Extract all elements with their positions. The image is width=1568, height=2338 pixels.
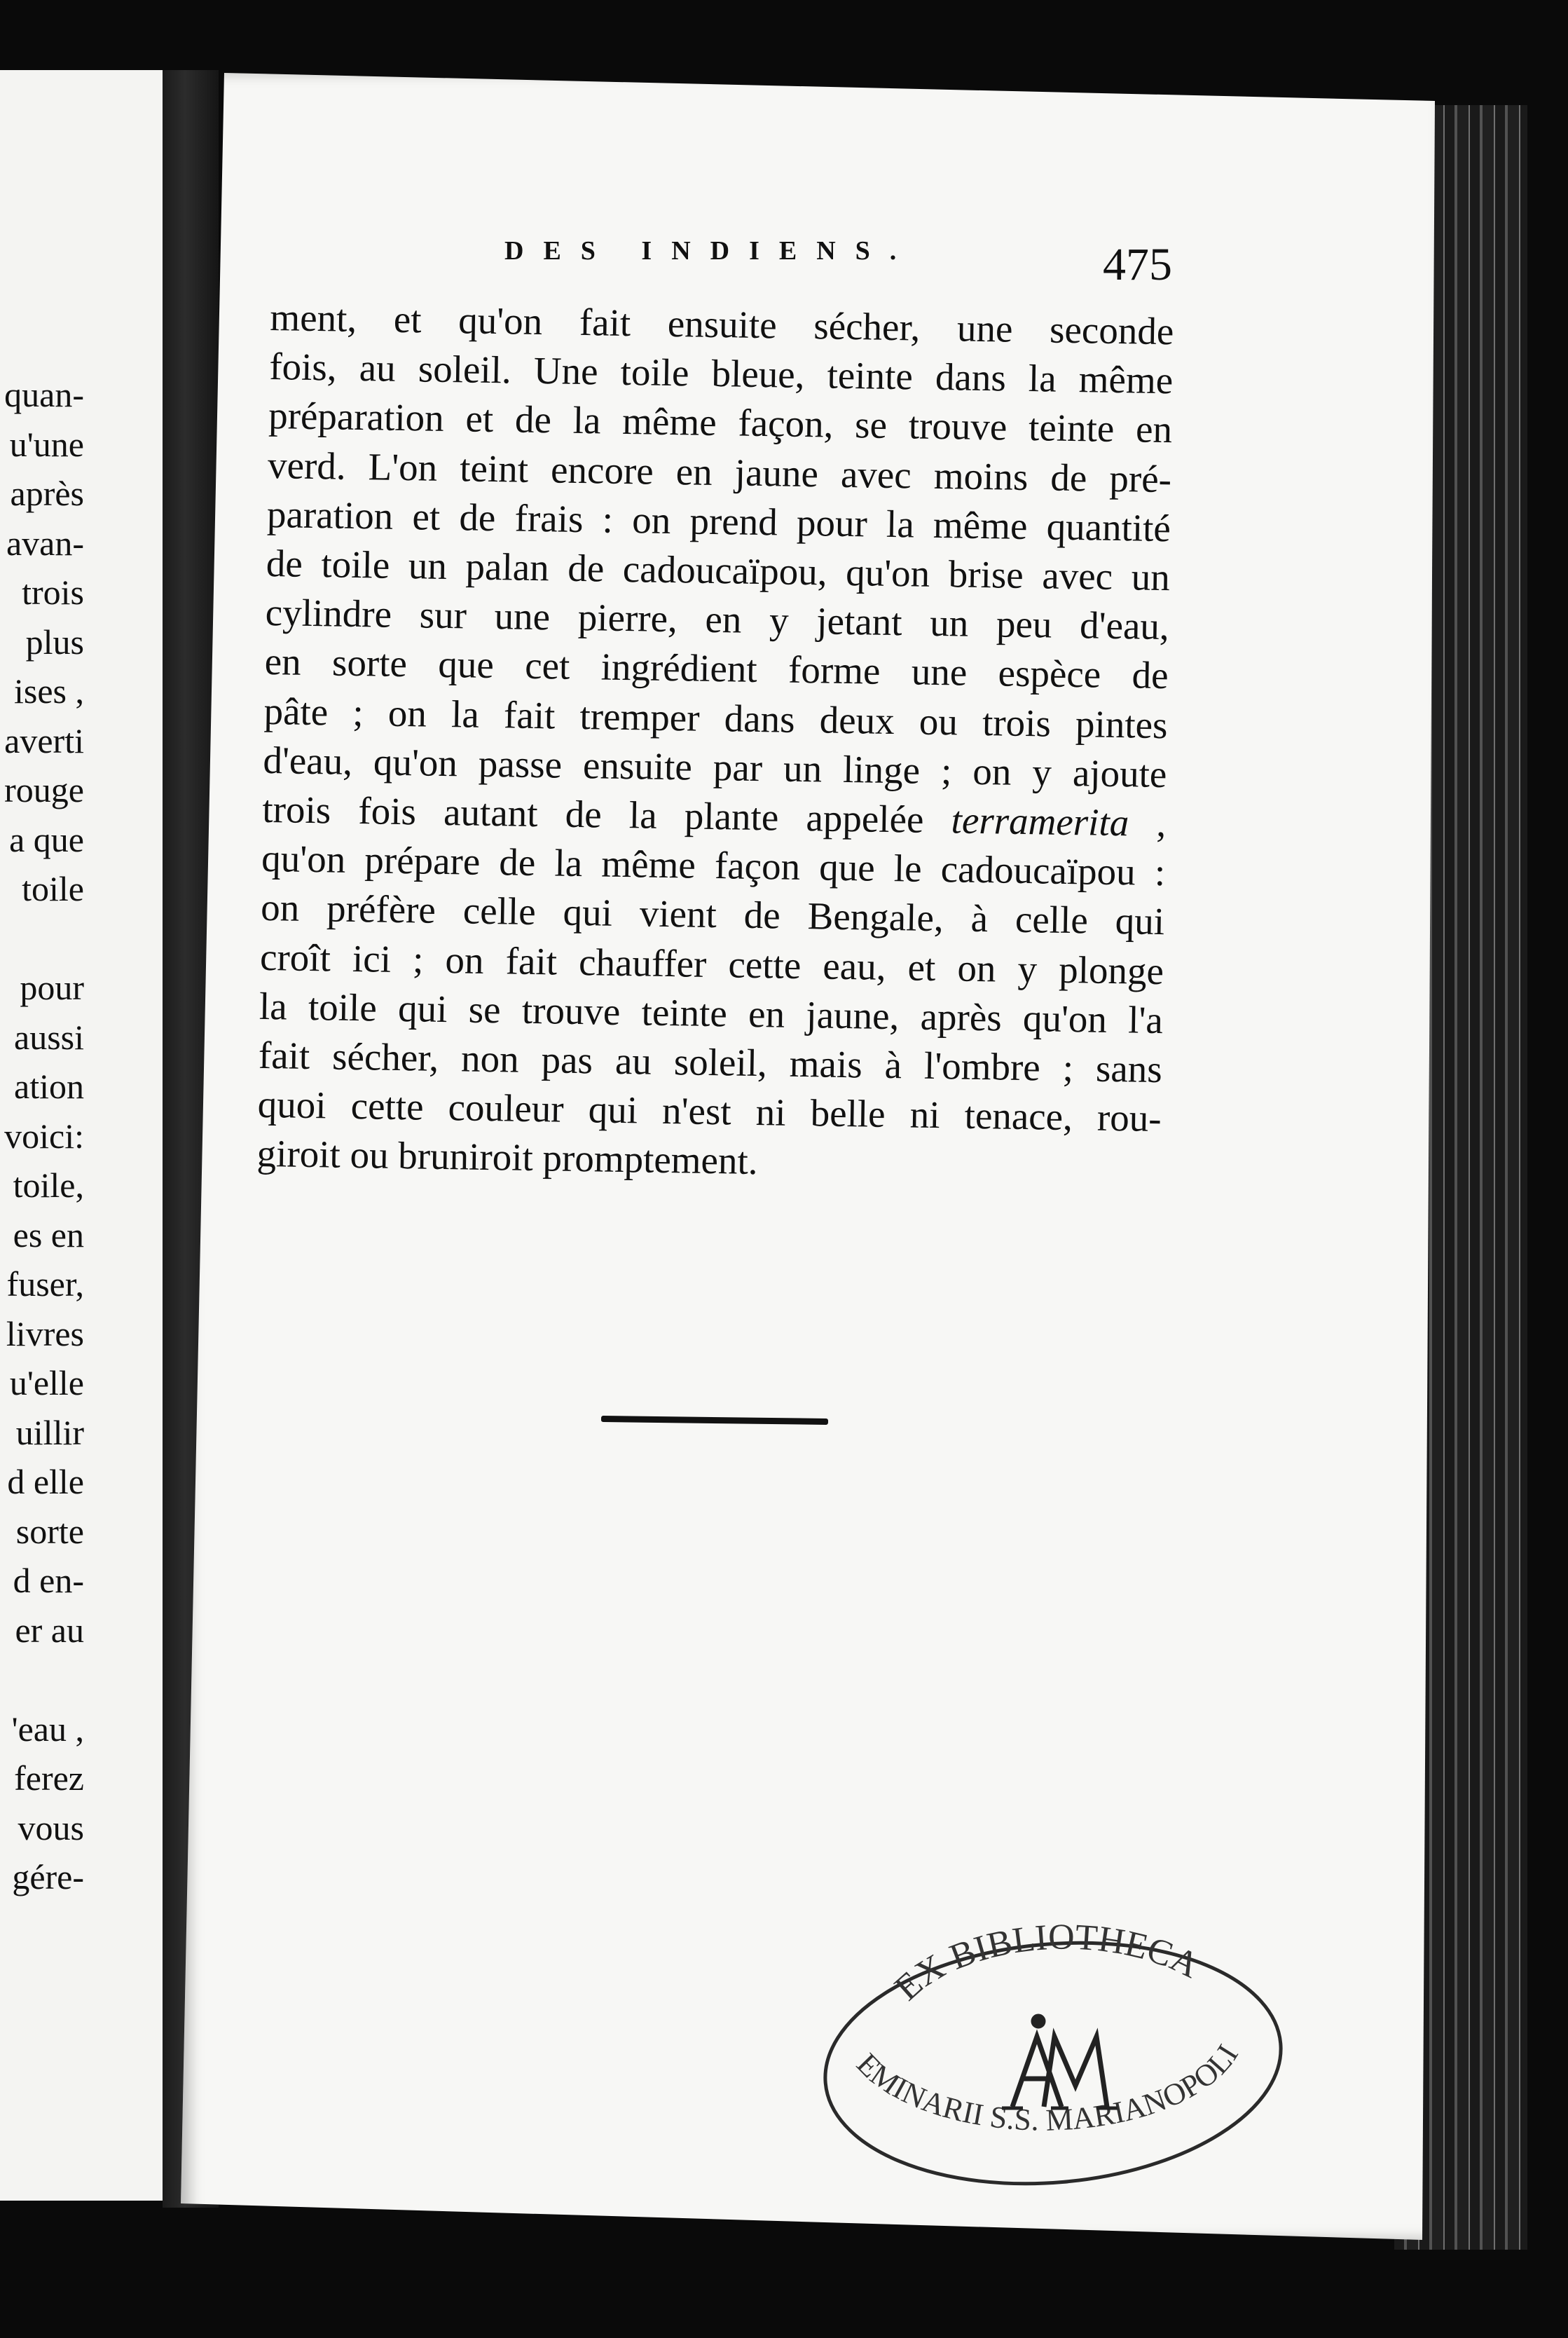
left-line: plus <box>25 622 84 662</box>
left-line: sorte <box>15 1511 84 1551</box>
left-line: toile, <box>13 1165 84 1205</box>
left-line-gap <box>0 1655 84 1704</box>
left-line: a que <box>9 819 84 859</box>
text-line: de toile un palan de cadoucaïpou, qu'on brise avec un <box>266 541 1171 599</box>
left-line: d elle <box>7 1462 84 1501</box>
left-line: voici: <box>4 1116 84 1156</box>
text-line: paration et de frais : on prend pour la même quantité <box>266 492 1171 550</box>
library-stamp-graphic <box>813 1925 1293 2202</box>
left-line: gére- <box>12 1857 84 1896</box>
left-line: quan- <box>4 375 84 414</box>
left-line: es en <box>13 1215 84 1255</box>
left-line: 'eau , <box>11 1709 84 1749</box>
text-line: verd. L'on teint encore en jaune avec moins de pré- <box>267 443 1172 500</box>
library-stamp <box>813 1925 1293 2202</box>
left-line: livres <box>6 1313 84 1353</box>
text-line: d'eau, qu'on passe ensuite par un linge ; on y ajoute <box>263 738 1167 796</box>
text-line: préparation et de la même façon, se trouve teinte en <box>268 394 1173 451</box>
previous-page-text <box>0 370 84 1902</box>
text-line: cylindre sur une pierre, en y jetant un peu d'eau, <box>265 591 1170 648</box>
left-line: ises , <box>14 671 84 711</box>
left-line: fuser, <box>6 1264 84 1304</box>
left-line: ferez <box>14 1758 84 1798</box>
page-body-text <box>256 293 1174 1193</box>
text-line: ment, et qu'on fait ensuite sécher, une seconde <box>269 295 1174 353</box>
text-line: pâte ; on la fait tremper dans deux ou trois pintes <box>263 689 1168 746</box>
text-line: fois, au soleil. Une toile bleue, teinte dans la même <box>268 345 1174 402</box>
previous-page <box>0 70 167 2201</box>
left-line: vous <box>18 1807 84 1847</box>
text-line: on préfère celle qui vient de Bengale, à celle qui <box>260 886 1165 943</box>
stamp-bottom-text: EMINARII S.S. MARIANOPOLI <box>850 2038 1245 2138</box>
text-line: qu'on prépare de la même façon que le cadoucaïpou : <box>261 837 1166 894</box>
left-line: ation <box>14 1067 84 1106</box>
italic-term: terramerita <box>951 798 1129 845</box>
running-head: DES INDIENS. <box>504 236 916 266</box>
text-line-last: giroit ou bruniroit promptement. <box>256 1132 759 1183</box>
left-line: trois <box>22 573 84 612</box>
text-line: fait sécher, non pas au soleil, mais à l'ombre ; sans <box>258 1033 1163 1091</box>
text-line: quoi cette couleur qui n'est ni belle ni tenace, rou- <box>257 1083 1162 1140</box>
left-line: pour <box>20 968 84 1007</box>
left-line: toile <box>22 869 84 908</box>
text-line: la toile qui se trouve teinte en jaune, après qu'on l'a <box>259 984 1164 1041</box>
left-line: u'une <box>9 424 84 464</box>
text-line: croît ici ; on fait chauffer cette eau, et on y plonge <box>259 935 1164 992</box>
stamp-monogram-icon <box>1002 2016 1117 2108</box>
left-line: averti <box>4 720 84 760</box>
text-line: en sorte que cet ingrédient forme une espèce de <box>264 640 1169 697</box>
page-number: 475 <box>1103 239 1172 290</box>
left-line-gap <box>0 914 84 964</box>
left-line: uillir <box>15 1412 84 1452</box>
left-line: d en- <box>13 1561 84 1600</box>
text-segment: trois fois autant de la plante appelée <box>261 787 924 841</box>
left-line: rouge <box>4 770 84 809</box>
text-segment: , <box>1156 801 1167 845</box>
stamp-top-text: EX BIBLIOTHECA <box>887 1925 1206 2009</box>
left-line: après <box>10 474 84 513</box>
left-line: er au <box>15 1610 84 1650</box>
left-line: avan- <box>6 523 84 563</box>
left-line: u'elle <box>9 1363 84 1402</box>
left-line: aussi <box>14 1017 84 1057</box>
